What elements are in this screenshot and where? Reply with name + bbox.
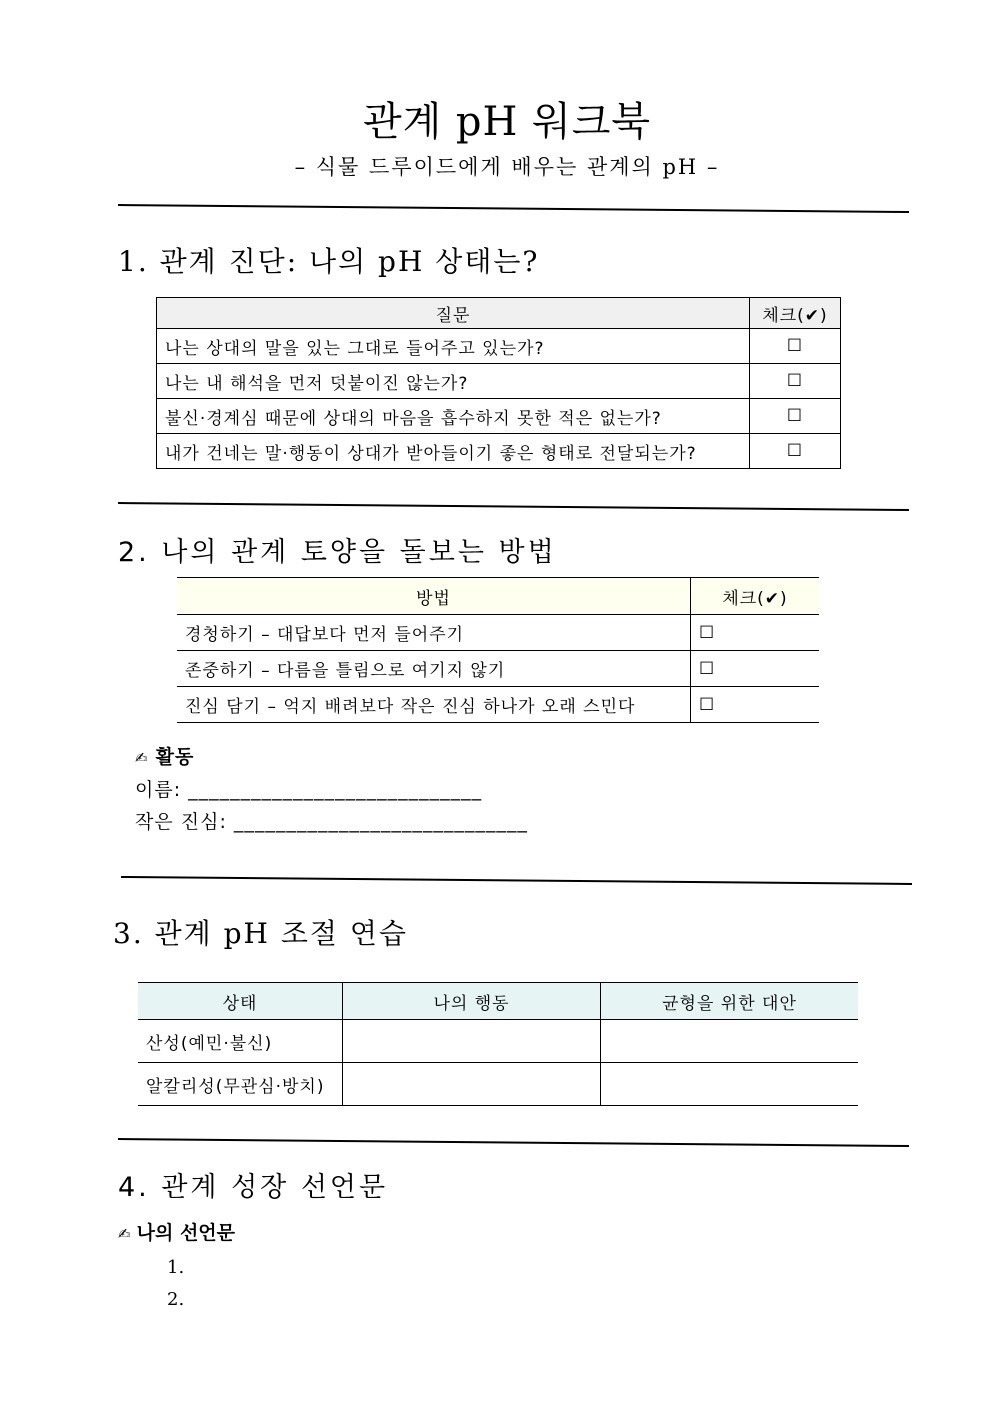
declaration-label: 나의 선언문 xyxy=(136,1222,236,1244)
divider-4 xyxy=(118,1139,909,1146)
checkbox[interactable]: ☐ xyxy=(750,329,841,364)
table-row xyxy=(177,615,819,651)
declaration-title xyxy=(118,1218,235,1249)
section-4-heading: 4. 관계 성장 선언문 xyxy=(118,1172,389,1203)
section-3-heading: 3. 관계 pH 조절 연습 xyxy=(113,917,408,950)
section-2-heading: 2. 나의 관계 토양을 돌보는 방법 xyxy=(118,537,557,568)
activity-label: 활동 xyxy=(155,746,195,768)
name-line xyxy=(135,774,528,806)
activity-block xyxy=(135,741,528,838)
state-cell: 산성(예민·불신) xyxy=(138,1020,343,1063)
column-header-my-action: 나의 행동 xyxy=(343,983,601,1020)
checkbox[interactable]: ☐ xyxy=(750,399,841,434)
divider-2 xyxy=(118,503,909,510)
checkbox[interactable]: ☐ xyxy=(750,364,841,399)
table-row xyxy=(157,399,841,434)
document-title: 관계 pH 워크북 xyxy=(362,99,652,145)
section-1-heading: 1. 관계 진단: 나의 pH 상태는? xyxy=(118,245,540,278)
table-row xyxy=(177,687,819,723)
column-header-check: 체크(✔) xyxy=(691,578,820,615)
table-row xyxy=(138,1020,858,1063)
column-header-question: 질문 xyxy=(157,298,750,329)
table-row xyxy=(157,329,841,364)
column-header-check: 체크(✔) xyxy=(750,298,841,329)
table-row xyxy=(177,651,819,687)
column-header-method: 방법 xyxy=(177,578,691,615)
declaration-list xyxy=(167,1252,184,1316)
diagnosis-table xyxy=(156,297,841,469)
divider-1 xyxy=(118,205,909,212)
small-sincerity-blank[interactable]: ____________________________ xyxy=(233,811,528,833)
column-header-state: 상태 xyxy=(138,983,343,1020)
checkbox[interactable]: ☐ xyxy=(691,651,820,687)
ph-adjustment-table xyxy=(138,982,858,1106)
table-row xyxy=(138,1063,858,1106)
checkbox[interactable]: ☐ xyxy=(691,687,820,723)
name-label: 이름: xyxy=(135,779,182,801)
declaration-item-2[interactable]: 2. xyxy=(167,1289,185,1310)
checkbox[interactable]: ☐ xyxy=(750,434,841,469)
alternative-cell[interactable] xyxy=(601,1063,859,1106)
checkbox[interactable]: ☐ xyxy=(691,615,820,651)
question-cell: 나는 상대의 말을 있는 그대로 들어주고 있는가? xyxy=(157,329,750,364)
writing-hand-icon: ✍ xyxy=(118,1225,131,1243)
table-header-row xyxy=(177,578,819,615)
my-action-cell[interactable] xyxy=(343,1063,601,1106)
method-cell: 존중하기 – 다름을 틀림으로 여기지 않기 xyxy=(177,651,691,687)
method-cell: 진심 담기 – 억지 배려보다 작은 진심 하나가 오래 스민다 xyxy=(177,687,691,723)
name-blank[interactable]: ____________________________ xyxy=(188,779,483,801)
question-cell: 나는 내 해석을 먼저 덧붙이진 않는가? xyxy=(157,364,750,399)
divider-3 xyxy=(121,877,912,884)
activity-title xyxy=(135,741,528,774)
method-cell: 경청하기 – 대답보다 먼저 들어주기 xyxy=(177,615,691,651)
document-subtitle: – 식물 드루이드에게 배우는 관계의 pH – xyxy=(294,155,720,179)
alternative-cell[interactable] xyxy=(601,1020,859,1063)
writing-hand-icon: ✍ xyxy=(135,749,149,767)
question-cell: 내가 건네는 말·행동이 상대가 받아들이기 좋은 형태로 전달되는가? xyxy=(157,434,750,469)
state-cell: 알칼리성(무관심·방치) xyxy=(138,1063,343,1106)
table-row xyxy=(157,434,841,469)
question-cell: 불신·경계심 때문에 상대의 마음을 흡수하지 못한 적은 없는가? xyxy=(157,399,750,434)
table-header-row xyxy=(138,983,858,1020)
my-action-cell[interactable] xyxy=(343,1020,601,1063)
table-row xyxy=(157,364,841,399)
table-header-row xyxy=(157,298,841,329)
care-methods-table xyxy=(177,577,819,723)
declaration-item-1[interactable]: 1. xyxy=(167,1257,185,1278)
column-header-alternative: 균형을 위한 대안 xyxy=(601,983,859,1020)
small-sincerity-line xyxy=(135,806,528,838)
small-sincerity-label: 작은 진심: xyxy=(135,811,227,833)
